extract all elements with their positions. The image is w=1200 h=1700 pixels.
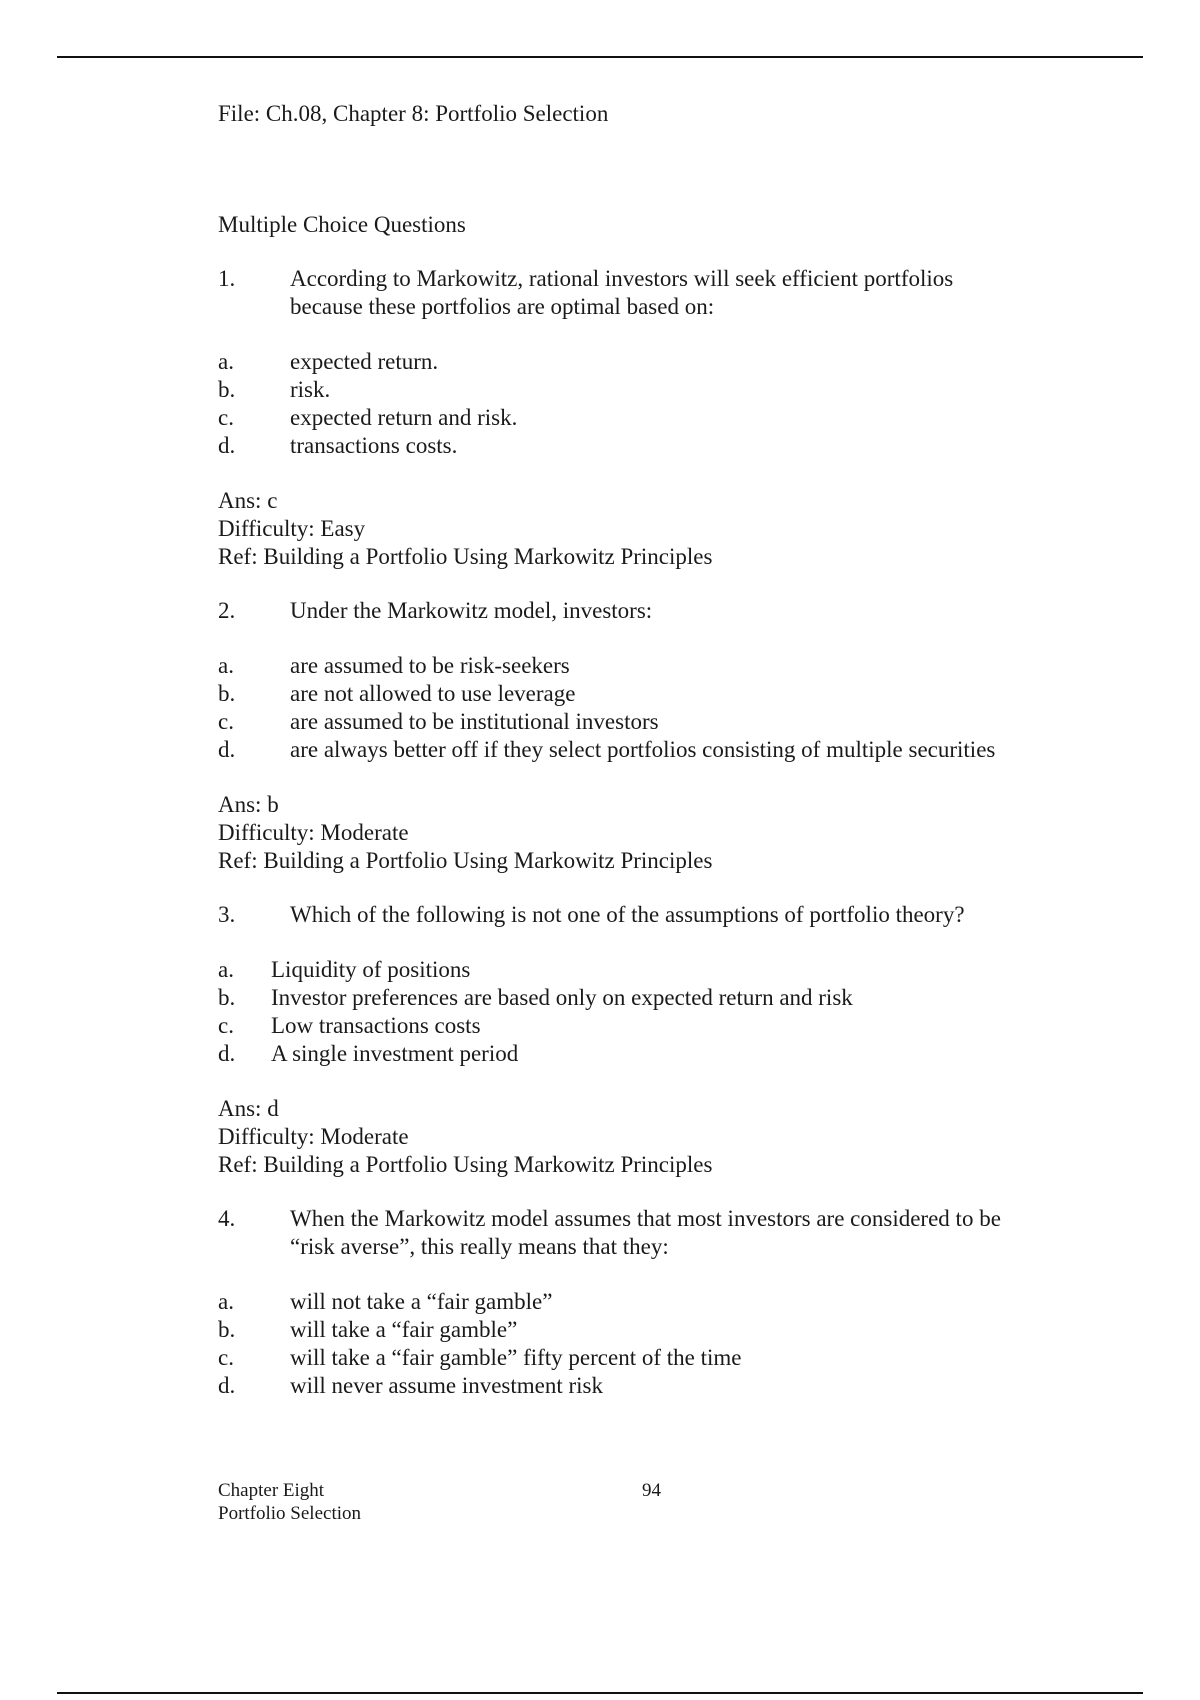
question-text: Which of the following is not one of the assumptions of portfolio theory? [290,902,965,927]
question-text-line: When the Markowitz model assumes that most investors are considered to be [290,1206,1001,1231]
option-b [218,1316,1078,1344]
question-2 [218,597,1078,875]
option-text: will take a “fair gamble” fifty percent of the time [290,1345,742,1370]
answer-block [218,1095,1078,1179]
question-number: 2. [218,598,236,623]
answer: Ans: c [218,488,278,513]
section-heading: Multiple Choice Questions [218,212,466,237]
reference: Ref: Building a Portfolio Using Markowitz Principles [218,544,713,569]
option-b [218,984,1078,1012]
option-a [218,652,1078,680]
option-letter: d. [218,1373,236,1398]
option-letter: c. [218,1013,234,1038]
option-letter: c. [218,1345,234,1370]
option-letter: a. [218,1289,234,1314]
document-body [218,100,1078,1400]
option-c [218,1012,1078,1040]
option-list [218,348,1078,460]
option-text: will not take a “fair gamble” [290,1289,553,1314]
question-1 [218,265,1078,571]
option-letter: c. [218,709,234,734]
option-list [218,956,1078,1068]
file-title: File: Ch.08, Chapter 8: Portfolio Selection [218,101,609,126]
option-b [218,680,1078,708]
question-text-line: because these portfolios are optimal based on: [290,294,715,319]
option-letter: d. [218,737,236,762]
option-letter: b. [218,681,236,706]
footer-chapter: Chapter Eight [218,1480,325,1501]
option-text: transactions costs. [290,433,458,458]
bottom-rule [57,1692,1143,1694]
option-d [218,1040,1078,1068]
option-text: are assumed to be risk-seekers [290,653,570,678]
option-text: expected return and risk. [290,405,518,430]
question-text-line: “risk averse”, this really means that they: [290,1234,669,1259]
option-text: are assumed to be institutional investors [290,709,659,734]
option-text: Investor preferences are based only on expected return and risk [271,985,853,1010]
option-d [218,1372,1078,1400]
option-text: will never assume investment risk [290,1373,603,1398]
option-b [218,376,1078,404]
answer: Ans: d [218,1096,279,1121]
option-letter: d. [218,1041,236,1066]
difficulty: Difficulty: Easy [218,516,366,541]
answer-block [218,791,1078,875]
option-d [218,736,1078,764]
option-text: expected return. [290,349,439,374]
option-list [218,1288,1078,1400]
difficulty: Difficulty: Moderate [218,1124,409,1149]
question-number: 4. [218,1206,236,1231]
option-letter: b. [218,1317,236,1342]
question-text [290,1205,1078,1261]
footer-subject: Portfolio Selection [218,1503,362,1524]
reference: Ref: Building a Portfolio Using Markowitz Principles [218,848,713,873]
option-letter: a. [218,653,234,678]
option-list [218,652,1078,764]
question-3 [218,901,1078,1179]
question-line [218,265,1078,321]
option-text: will take a “fair gamble” [290,1317,518,1342]
option-a [218,956,1078,984]
option-letter: a. [218,957,234,982]
page-footer [218,1479,918,1525]
option-c [218,708,1078,736]
option-text: risk. [290,377,331,402]
option-text: Low transactions costs [271,1013,481,1038]
option-letter: b. [218,985,236,1010]
option-text: are always better off if they select portfolios consisting of multiple securities [290,737,996,762]
option-text: A single investment period [271,1041,519,1066]
answer-block [218,487,1078,571]
difficulty: Difficulty: Moderate [218,820,409,845]
answer: Ans: b [218,792,279,817]
question-number: 1. [218,266,236,291]
option-letter: a. [218,349,234,374]
question-line [218,1205,1078,1261]
question-text-line: According to Markowitz, rational investors will seek efficient portfolios [290,266,954,291]
question-line [218,901,1078,929]
page-number: 94 [642,1480,661,1501]
option-c [218,404,1078,432]
question-number: 3. [218,902,236,927]
top-rule [57,56,1143,58]
option-a [218,1288,1078,1316]
option-text: are not allowed to use leverage [290,681,576,706]
option-letter: d. [218,433,236,458]
question-text: Under the Markowitz model, investors: [290,598,653,623]
option-c [218,1344,1078,1372]
option-letter: c. [218,405,234,430]
question-text [290,265,1078,321]
option-text: Liquidity of positions [271,957,471,982]
question-line [218,597,1078,625]
option-a [218,348,1078,376]
option-d [218,432,1078,460]
option-letter: b. [218,377,236,402]
question-4 [218,1205,1078,1400]
reference: Ref: Building a Portfolio Using Markowitz Principles [218,1152,713,1177]
